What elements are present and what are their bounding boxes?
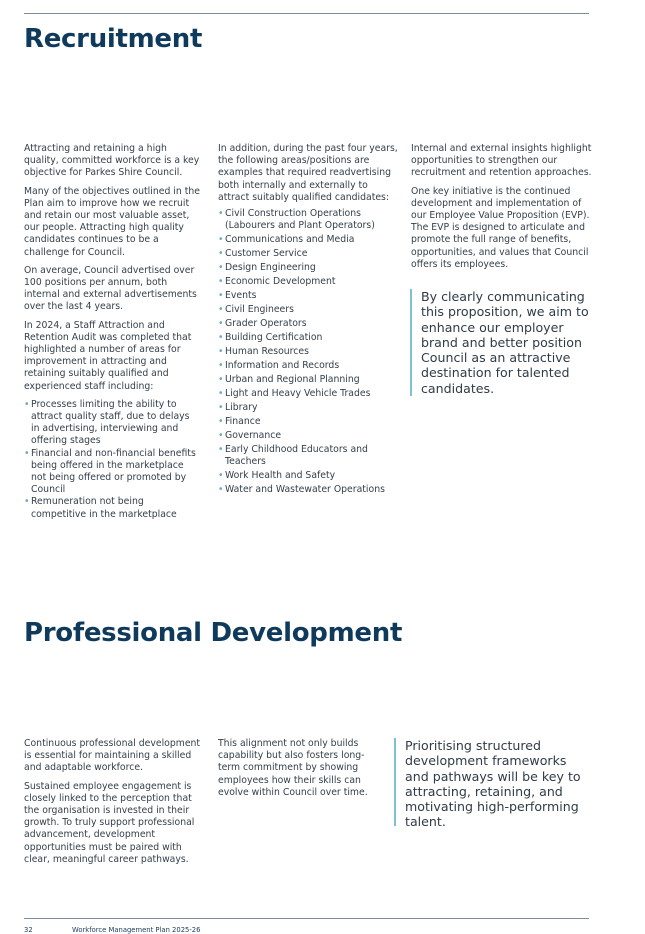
recruitment-column-1 xyxy=(24,143,200,527)
list-item: • Financial and non-financial benefits being offered in the marketplace not being offered or promoted by Council xyxy=(24,448,200,497)
pd-pull-quote: Prioritising structured development frameworks and pathways will be key to attracting, retaining, and motivating high-performing talent. xyxy=(394,738,587,826)
footer-document-title: Workforce Management Plan 2025-26 xyxy=(72,926,201,934)
list-item: • Work Health and Safety xyxy=(218,470,398,482)
professional-development-heading: Professional Development xyxy=(24,618,403,648)
list-item: • Early Childhood Educators and Teachers xyxy=(218,444,398,468)
list-item: • Remuneration not being competitive in the marketplace xyxy=(24,496,200,520)
list-item: • Civil Construction Operations (Labourers and Plant Operators) xyxy=(218,208,398,232)
list-item: • Customer Service xyxy=(218,248,398,260)
evp-pull-quote: By clearly communicating this proposition, we aim to enhance our employer brand and better position Council as an attractive destination for talented candidates. xyxy=(410,289,591,396)
pd-column-2 xyxy=(218,738,372,805)
list-item: • Water and Wastewater Operations xyxy=(218,484,398,496)
list-item: • Civil Engineers xyxy=(218,304,398,316)
audit-findings-list xyxy=(24,399,200,521)
list-item: • Library xyxy=(218,402,398,414)
top-rule xyxy=(24,13,589,14)
paragraph: In addition, during the past four years, the following areas/positions are examples that required readvertising both internally and externally to attract suitably qualified candidates: xyxy=(218,143,398,203)
recruitment-column-3 xyxy=(411,143,593,277)
list-item: • Light and Heavy Vehicle Trades xyxy=(218,388,398,400)
list-item: • Design Engineering xyxy=(218,262,398,274)
page-number: 32 xyxy=(24,926,33,934)
list-item: • Information and Records xyxy=(218,360,398,372)
paragraph: One key initiative is the continued development and implementation of our Employee Value Proposition (EVP). The EVP is designed to articulate and promote the full range of benefits, opportunities, and values that Council offers its employees. xyxy=(411,185,590,270)
paragraph: Attracting and retaining a high quality, committed workforce is a key objective for Parkes Shire Council. xyxy=(24,143,200,179)
list-item: • Events xyxy=(218,290,398,302)
paragraph: Many of the objectives outlined in the Plan aim to improve how we recruit and retain our most valuable asset, our people. Attracting high quality candidates continues to be a challenge for Council. xyxy=(24,185,200,258)
recruitment-heading: Recruitment xyxy=(24,24,203,54)
list-item: • Urban and Regional Planning xyxy=(218,374,398,386)
list-item: • Communications and Media xyxy=(218,234,398,246)
paragraph: Sustained employee engagement is closely linked to the perception that the organisation is invested in their growth. To truly support professional advancement, development opportunities must be paired with clear, meaningful career pathways. xyxy=(24,780,195,865)
paragraph: Continuous professional development is essential for maintaining a skilled and adaptable workforce. xyxy=(24,738,201,774)
paragraph: On average, Council advertised over 100 positions per annum, both internal and external advertisements over the last 4 years. xyxy=(24,264,197,313)
list-item: • Building Certification xyxy=(218,332,398,344)
paragraph: In 2024, a Staff Attraction and Retention Audit was completed that highlighted a number of areas for improvement in attracting and retaining suitably qualified and experienced staff including: xyxy=(24,319,192,392)
list-item: • Economic Development xyxy=(218,276,398,288)
list-item: • Processes limiting the ability to attract quality staff, due to delays in advertising, interviewing and offering stages xyxy=(24,399,200,448)
list-item: • Grader Operators xyxy=(218,318,398,330)
list-item: • Finance xyxy=(218,416,398,428)
pd-column-1 xyxy=(24,738,204,872)
list-item: • Governance xyxy=(218,430,398,442)
paragraph: This alignment not only builds capability but also fosters long-term commitment by showing employees how their skills can evolve within Council over time. xyxy=(218,738,368,798)
list-item: • Human Resources xyxy=(218,346,398,358)
paragraph: Internal and external insights highlight opportunities to strengthen our recruitment and retention approaches. xyxy=(411,143,592,179)
readvertised-positions-list xyxy=(218,208,398,497)
recruitment-column-2 xyxy=(218,143,398,503)
footer-rule xyxy=(24,918,589,919)
